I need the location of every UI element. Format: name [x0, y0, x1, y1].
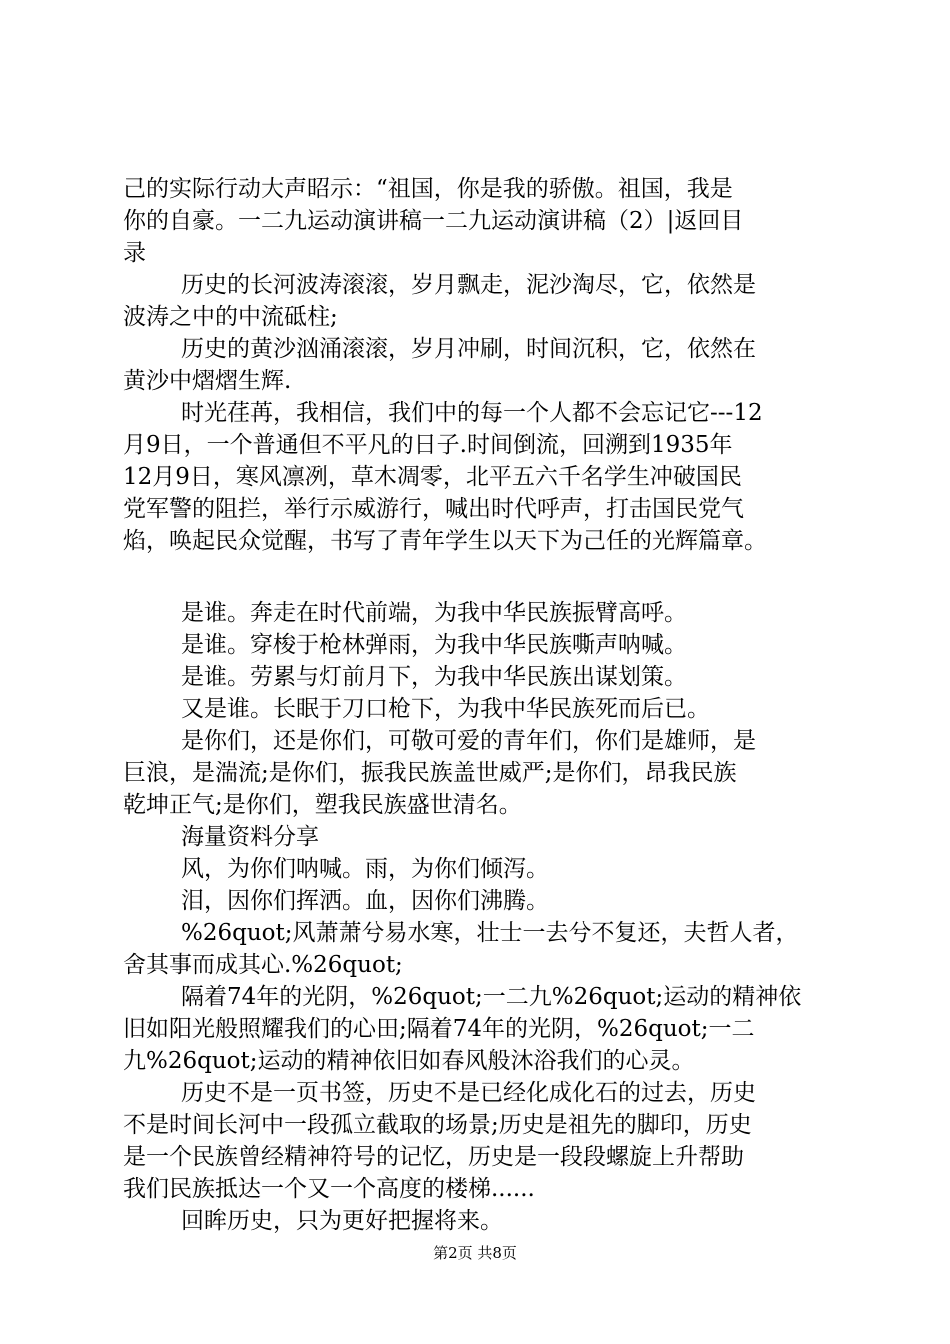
text-line: 不是时间长河中一段孤立截取的场景;历史是祖先的脚印，历史 [123, 1112, 752, 1138]
text-line: 月9日，一个普通但不平凡的日子.时间倒流，回溯到1935年 [123, 432, 733, 458]
text-line: 泪，因你们挥洒。血，因你们沸腾。 [181, 888, 549, 914]
text-line: 历史不是一页书签，历史不是已经化成化石的过去，历史 [181, 1080, 756, 1106]
text-line: 12月9日，寒风凛冽，草木凋零，北平五六千名学生冲破国民 [123, 464, 742, 490]
text-line: 又是谁。长眠于刀口枪下，为我中华民族死而后已。 [181, 696, 710, 722]
text-line: 巨浪，是湍流;是你们，振我民族盖世威严;是你们，昂我民族 [123, 760, 737, 786]
text-line: 焰，唤起民众觉醒，书写了青年学生以天下为己任的光辉篇章。 [123, 528, 767, 554]
text-line: 是谁。劳累与灯前月下，为我中华民族出谋划策。 [181, 664, 687, 690]
text-line: 海量资料分享 [181, 824, 319, 850]
text-line: 风，为你们呐喊。雨，为你们倾泻。 [181, 856, 549, 882]
text-line: %26quot;风萧萧兮易水寒，壮士一去兮不复还，夫哲人者， [181, 920, 799, 946]
text-line: 我们民族抵达一个又一个高度的楼梯...... [123, 1176, 535, 1202]
text-line: 历史的黄沙汹涌滚滚，岁月冲刷，时间沉积，它，依然在 [181, 336, 756, 362]
text-line: 是你们，还是你们，可敬可爱的青年们，你们是雄师，是 [181, 728, 756, 754]
text-line: 党军警的阻拦，举行示威游行，喊出时代呼声，打击国民党气 [123, 496, 744, 522]
text-line: 隔着74年的光阴，%26quot;一二九%26quot;运动的精神依 [181, 984, 802, 1010]
text-line: 波涛之中的中流砥柱; [123, 304, 338, 330]
text-line: 时光荏苒，我相信，我们中的每一个人都不会忘记它---12 [181, 400, 763, 426]
text-line: 是一个民族曾经精神符号的记忆，历史是一段段螺旋上升帮助 [123, 1144, 744, 1170]
text-line: 舍其事而成其心.%26quot; [123, 952, 403, 978]
text-line: 己的实际行动大声昭示：“祖国，你是我的骄傲。祖国，我是 [123, 176, 733, 202]
text-line: 回眸历史，只为更好把握将来。 [181, 1208, 503, 1234]
text-line: 黄沙中熠熠生辉. [123, 368, 292, 394]
text-line: 旧如阳光般照耀我们的心田;隔着74年的光阴，%26quot;一二 [123, 1016, 755, 1042]
text-line: 是谁。奔走在时代前端，为我中华民族振臂高呼。 [181, 600, 687, 626]
text-line: 乾坤正气;是你们，塑我民族盛世清名。 [123, 792, 522, 818]
text-line: 历史的长河波涛滚滚，岁月飘走，泥沙淘尽，它，依然是 [181, 272, 756, 298]
text-line: 是谁。穿梭于枪林弹雨，为我中华民族嘶声呐喊。 [181, 632, 687, 658]
text-line: 你的自豪。一二九运动演讲稿一二九运动演讲稿（2）|返回目 [123, 208, 744, 234]
page-number: 第2页 共8页 [433, 1244, 517, 1262]
text-line: 录 [123, 240, 146, 266]
text-line: 九%26quot;运动的精神依旧如春风般沐浴我们的心灵。 [123, 1048, 695, 1074]
